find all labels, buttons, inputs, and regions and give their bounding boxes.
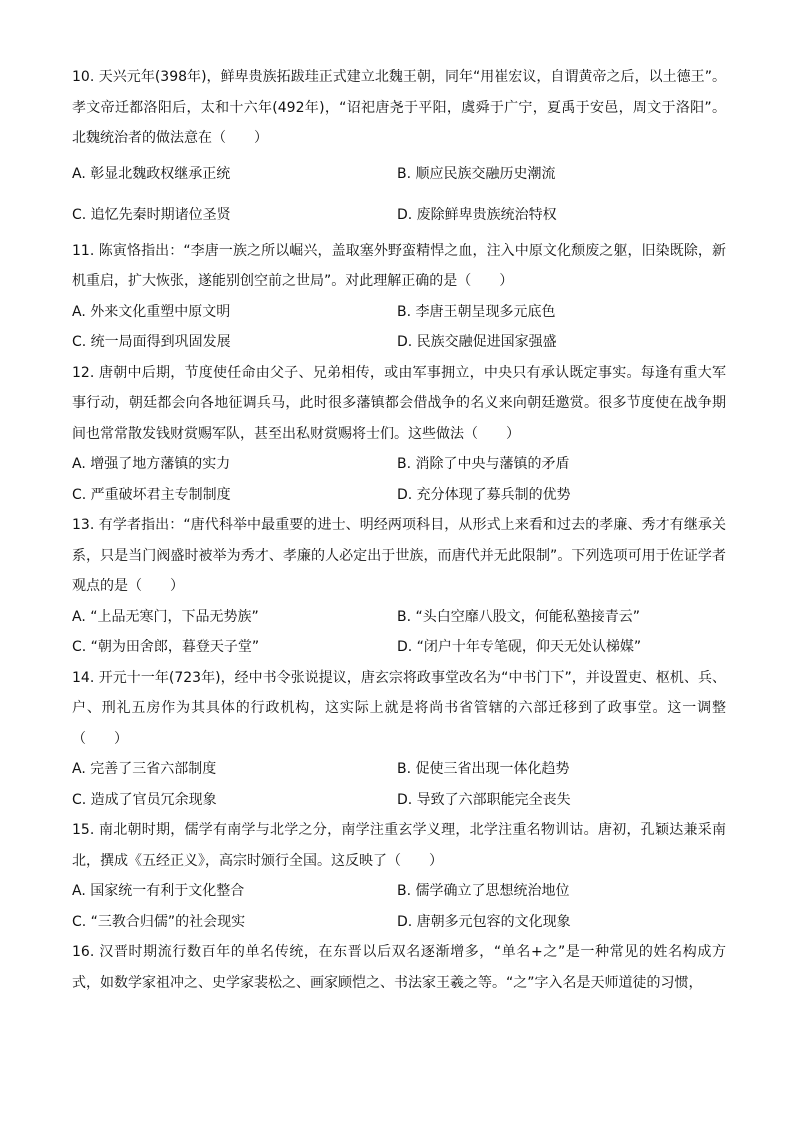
option-a: A. 完善了三省六部制度 [72, 761, 217, 777]
option-d: D. 废除鲜卑贵族统治特权 [397, 206, 557, 223]
option-c: C. “朝为田舍郎，暮登天子堂” [72, 639, 260, 655]
option-a: A. “上品无寒门，下品无势族” [72, 608, 259, 625]
option-d: D. 导致了六部职能完全丧失 [397, 791, 571, 808]
question-stem: 15. 南北朝时期，儒学有南学与北学之分，南学注重玄学义理，北学注重名物训诂。唐初，孔颖达兼采南北，撰成《五经正义》，高宗时颁行全国。这反映了（ ） [72, 822, 726, 869]
option-a: A. 增强了地方藩镇的实力 [72, 456, 231, 472]
options-grid [72, 876, 726, 937]
option-d: D. 充分体现了募兵制的优势 [397, 486, 571, 503]
option-b: B. 促使三省出现一体化趋势 [397, 761, 570, 777]
question-stem: 14. 开元十一年(723年)，经中书令张说提议，唐玄宗将政事堂改名为“中书门下”，并设置吏、枢机、兵、户、刑礼五房作为其具体的行政机构，这实际上就是将尚书省管辖的六部迁移到了政事堂。这一调整（ ） [72, 669, 726, 747]
question-stem: 16. 汉晋时期流行数百年的单名传统，在东晋以后双名逐渐增多，“单名+之”是一种常见的姓名构成方式，如数学家祖冲之、史学家裴松之、画家顾恺之、书法家王羲之等。“之”字入名是天师道徒的习惯， [72, 944, 726, 991]
option-d: D. “闭户十年专笔砚，仰天无处认梯媒” [397, 639, 642, 655]
question-16 [72, 937, 726, 998]
option-a: A. 彰显北魏政权继承正统 [72, 165, 231, 182]
question-10 [72, 62, 726, 236]
option-b: B. 李唐王朝呈现多元底色 [397, 303, 556, 320]
option-c: C. 追忆先秦时期诸位圣贤 [72, 206, 231, 223]
question-stem: 11. 陈寅恪指出：“李唐一族之所以崛兴，盖取塞外野蛮精悍之血，注入中原文化颓废之躯，旧染既除，新机重启，扩大恢张，遂能别创空前之世局”。对此理解正确的是（ ） [72, 242, 726, 289]
options-grid [72, 449, 726, 510]
question-15 [72, 815, 726, 937]
option-a: A. 国家统一有利于文化整合 [72, 883, 245, 899]
question-11 [72, 236, 726, 358]
question-14 [72, 663, 726, 816]
option-c: C. 严重破坏君主专制制度 [72, 486, 231, 503]
option-b: B. “头白空靡八股文，何能私塾接青云” [397, 608, 641, 625]
option-c: C. “三教合归儒”的社会现实 [72, 913, 246, 930]
option-b: B. 儒学确立了思想统治地位 [397, 883, 570, 899]
exam-page [72, 62, 726, 998]
option-c: C. 统一局面得到巩固发展 [72, 334, 231, 350]
option-b: B. 消除了中央与藩镇的矛盾 [397, 456, 570, 472]
question-13 [72, 510, 726, 663]
options-grid [72, 154, 726, 236]
question-stem: 13. 有学者指出：“唐代科举中最重要的进士、明经两项科目，从形式上来看和过去的孝廉、秀才有继承关系，只是当门阀盛时被举为秀才、孝廉的人必定出于世族，而唐代并无此限制”。下列选项可用于佐证学者观点的是（ ） [72, 517, 726, 594]
option-d: D. 民族交融促进国家强盛 [397, 334, 557, 350]
options-grid [72, 754, 726, 815]
option-b: B. 顺应民族交融历史潮流 [397, 165, 556, 182]
options-grid [72, 297, 726, 358]
option-c: C. 造成了官员冗余现象 [72, 791, 217, 808]
question-stem: 12. 唐朝中后期，节度使任命由父子、兄弟相传，或由军事拥立，中央只有承认既定事实。每逢有重大军事行动，朝廷都会向各地征调兵马，此时很多藩镇都会借战争的名义来向朝廷邀赏。很多节度使在战争期间也常常散发钱财赏赐军队，甚至出私财赏赐将士们。这些做法（ ） [72, 364, 726, 442]
question-stem: 10. 天兴元年(398年)，鲜卑贵族拓跋珪正式建立北魏王朝，同年“用崔宏议，自谓黄帝之后，以土德王”。孝文帝迁都洛阳后，太和十六年(492年)，“诏祀唐尧于平阳，虞舜于广宁，夏禹于安邑，周文于洛阳”。北魏统治者的做法意在（ ） [72, 69, 726, 146]
options-grid [72, 602, 726, 663]
option-d: D. 唐朝多元包容的文化现象 [397, 913, 571, 930]
question-12 [72, 358, 726, 511]
option-a: A. 外来文化重塑中原文明 [72, 303, 231, 320]
